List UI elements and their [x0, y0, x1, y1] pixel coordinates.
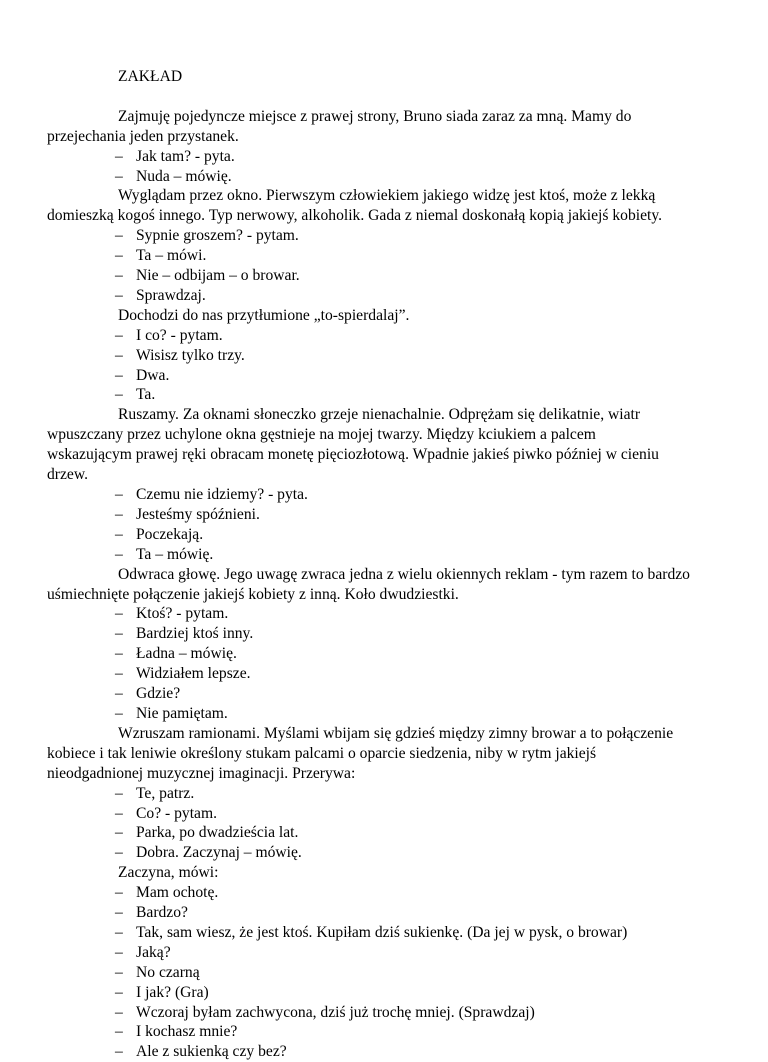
dialogue-line [47, 326, 737, 346]
dialogue-text: Jesteśmy spóźnieni. [136, 505, 260, 523]
dash-bullet: – [115, 346, 123, 364]
dialogue-text: Tak, sam wiesz, że jest ktoś. Kupiłam dziś sukienkę. (Da jej w pysk, o browar) [136, 923, 628, 941]
dialogue-text: Jaką? [136, 943, 171, 961]
dialogue-line [47, 545, 737, 565]
dash-bullet: – [115, 645, 123, 663]
dialogue-line [47, 983, 737, 1003]
dash-bullet: – [115, 267, 123, 285]
dash-bullet: – [115, 904, 123, 922]
dialogue-line [47, 963, 737, 983]
dash-bullet: – [115, 625, 123, 643]
dash-bullet: – [115, 704, 123, 722]
dialogue-text: Mam ochotę. [136, 884, 219, 902]
dialogue-text: Co? - pytam. [136, 804, 217, 822]
dialogue-line [47, 843, 737, 863]
paragraph-line: drzew. [47, 466, 88, 484]
dash-bullet: – [115, 884, 123, 902]
dialogue-line [47, 1003, 737, 1023]
dialogue-text: Bardziej ktoś inny. [136, 625, 254, 643]
dash-bullet: – [115, 505, 123, 523]
paragraph-first-line: Wyglądam przez okno. Pierwszym człowiekiem jakiego widzę jest ktoś, może z lekką [118, 187, 656, 205]
dialogue-text: Jak tam? - pyta. [136, 147, 235, 165]
dash-bullet: – [115, 665, 123, 683]
dialogue-text: I kochasz mnie? [136, 1023, 238, 1041]
paragraph-first-line: Ruszamy. Za oknami słoneczko grzeje nienachalnie. Odprężam się delikatnie, wiatr [118, 406, 641, 424]
dialogue-text: Bardzo? [136, 904, 188, 922]
dash-bullet: – [115, 605, 123, 623]
dash-bullet: – [115, 1043, 123, 1061]
dash-bullet: – [115, 804, 123, 822]
paragraph-first-line: Dochodzi do nas przytłumione „to-spierdalaj”. [118, 306, 410, 324]
paragraph-first-line: Zajmuję pojedyncze miejsce z prawej strony, Bruno siada zaraz za mną. Mamy do [118, 107, 632, 125]
dialogue-text: Nuda – mówię. [136, 167, 232, 185]
document-body [47, 87, 737, 1062]
dash-bullet: – [115, 1003, 123, 1021]
dash-bullet: – [115, 386, 123, 404]
dialogue-line [47, 624, 737, 644]
document-title: ZAKŁAD [118, 68, 183, 85]
dialogue-line [47, 664, 737, 684]
dialogue-line [47, 804, 737, 824]
dash-bullet: – [115, 784, 123, 802]
paragraph-first-line: Wzruszam ramionami. Myślami wbijam się gdzieś między zimny browar a to połączenie [118, 724, 674, 742]
dialogue-line [47, 346, 737, 366]
blank-line [47, 87, 737, 107]
dash-bullet: – [115, 286, 123, 304]
dialogue-line [47, 147, 737, 167]
dialogue-line [47, 266, 737, 286]
dialogue-text: Ktoś? - pytam. [136, 605, 229, 623]
dialogue-line [47, 903, 737, 923]
dash-bullet: – [115, 227, 123, 245]
dialogue-text: Ale z sukienką czy bez? [136, 1043, 287, 1061]
dialogue-line [47, 385, 737, 405]
dialogue-line [47, 704, 737, 724]
dialogue-line [47, 505, 737, 525]
dialogue-text: Czemu nie idziemy? - pyta. [136, 486, 308, 504]
dialogue-line [47, 823, 737, 843]
dialogue-text: Ładna – mówię. [136, 645, 237, 663]
paragraph-line: nieodgadnionej muzycznej imaginacji. Przerywa: [47, 764, 356, 782]
dialogue-line [47, 366, 737, 386]
dialogue-line [47, 604, 737, 624]
dialogue-line [47, 246, 737, 266]
document-page [47, 67, 737, 1062]
dash-bullet: – [115, 486, 123, 504]
dialogue-text: Gdzie? [136, 685, 181, 703]
dash-bullet: – [115, 983, 123, 1001]
dialogue-text: Ta – mówi. [136, 247, 207, 265]
paragraph-line: uśmiechnięte połączenie jakiejś kobiety z inną. Koło dwudziestki. [47, 585, 459, 603]
dialogue-text: Sypnie groszem? - pytam. [136, 227, 299, 245]
dash-bullet: – [115, 963, 123, 981]
dialogue-text: Widziałem lepsze. [136, 665, 251, 683]
dash-bullet: – [115, 923, 123, 941]
dialogue-text: Ta – mówię. [136, 545, 214, 563]
dash-bullet: – [115, 824, 123, 842]
paragraph-first-line: Odwraca głowę. Jego uwagę zwraca jedna z wielu okiennych reklam - tym razem to bardzo [118, 565, 690, 583]
dialogue-line [47, 1042, 737, 1062]
dialogue-line [47, 485, 737, 505]
dialogue-text: Te, patrz. [136, 784, 195, 802]
dialogue-text: No czarną [136, 963, 200, 981]
dialogue-text: Parka, po dwadzieścia lat. [136, 824, 299, 842]
paragraph-line: domieszką kogoś innego. Typ nerwowy, alkoholik. Gada z niemal doskonałą kopią jakiejś kobiety. [47, 207, 663, 225]
dialogue-text: I jak? (Gra) [136, 983, 209, 1001]
dialogue-text: Poczekają. [136, 525, 204, 543]
dialogue-line [47, 286, 737, 306]
paragraph-line: wpuszczany przez uchylone okna gęstnieje na mojej twarzy. Między kciukiem a palcem [47, 426, 596, 444]
dialogue-line [47, 167, 737, 187]
dash-bullet: – [115, 545, 123, 563]
dialogue-line [47, 784, 737, 804]
dialogue-text: I co? - pytam. [136, 326, 223, 344]
dialogue-line [47, 525, 737, 545]
paragraph-line: przejechania jeden przystanek. [47, 127, 239, 145]
dialogue-line [47, 883, 737, 903]
dialogue-line [47, 943, 737, 963]
dash-bullet: – [115, 366, 123, 384]
dialogue-text: Dobra. Zaczynaj – mówię. [136, 844, 302, 862]
dash-bullet: – [115, 1023, 123, 1041]
dialogue-text: Nie pamiętam. [136, 704, 228, 722]
dialogue-text: Nie – odbijam – o browar. [136, 267, 300, 285]
dialogue-line [47, 923, 737, 943]
dash-bullet: – [115, 326, 123, 344]
paragraph-first-line: Zaczyna, mówi: [118, 864, 219, 882]
dash-bullet: – [115, 167, 123, 185]
paragraph-line: wskazującym prawej ręki obracam monetę pięciozłotową. Wpadnie jakieś piwko później w cieniu [47, 446, 659, 464]
dialogue-text: Dwa. [136, 366, 170, 384]
dash-bullet: – [115, 247, 123, 265]
dialogue-text: Wczoraj byłam zachwycona, dziś już trochę mniej. (Sprawdzaj) [136, 1003, 535, 1021]
dialogue-line [47, 1022, 737, 1042]
dialogue-line [47, 226, 737, 246]
dialogue-line [47, 644, 737, 664]
paragraph-line: kobiece i tak leniwie określony stukam palcami o oparcie siedzenia, niby w rytm jakiejś [47, 744, 597, 762]
dash-bullet: – [115, 943, 123, 961]
dash-bullet: – [115, 525, 123, 543]
dialogue-text: Sprawdzaj. [136, 286, 206, 304]
dialogue-text: Wisisz tylko trzy. [136, 346, 245, 364]
dialogue-text: Ta. [136, 386, 156, 404]
dialogue-line [47, 684, 737, 704]
dash-bullet: – [115, 844, 123, 862]
dash-bullet: – [115, 147, 123, 165]
dash-bullet: – [115, 685, 123, 703]
